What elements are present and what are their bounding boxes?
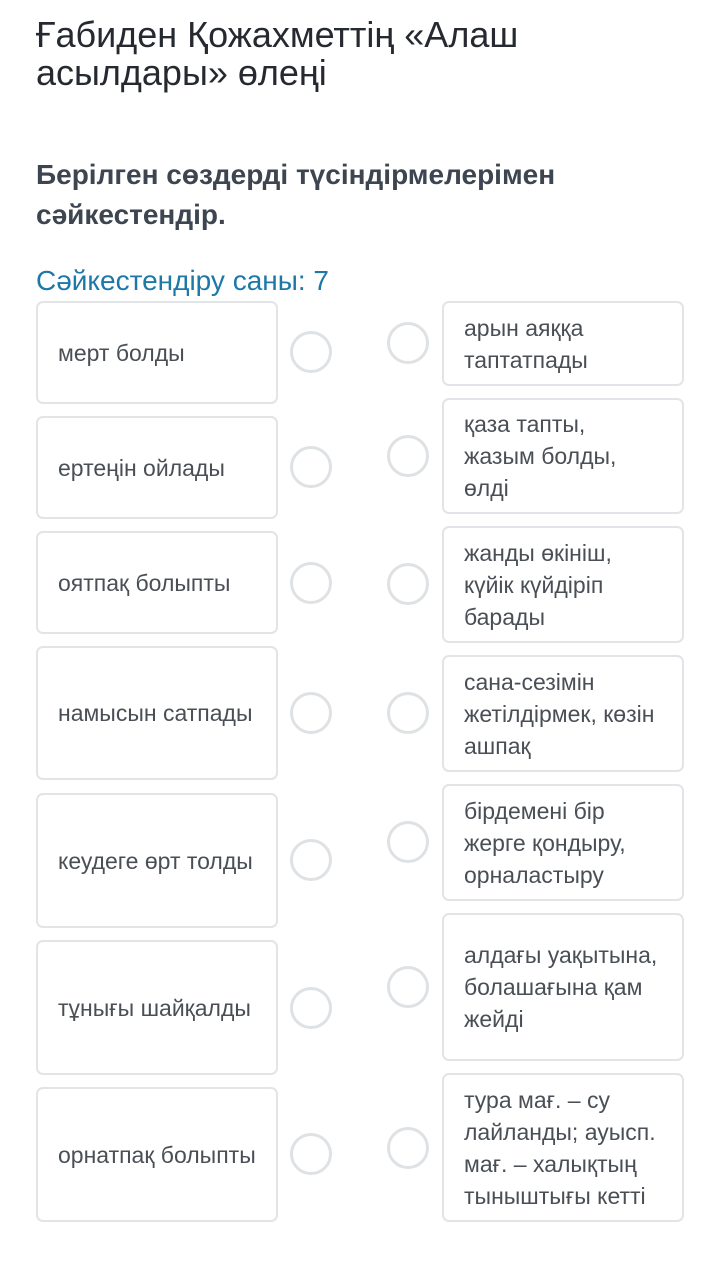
right-definition-label: алдағы уақытына, болашағына қам жейді bbox=[464, 942, 658, 1032]
right-connector-dot[interactable] bbox=[387, 563, 429, 605]
right-definition-label: арын аяққа таптатпады bbox=[464, 314, 588, 373]
left-term-label: тұнығы шайқалды bbox=[58, 994, 251, 1021]
right-definition-label: сана-сезімін жетілдірмек, көзін ашпақ bbox=[464, 668, 655, 759]
left-term-label: намысын сатпады bbox=[58, 700, 253, 726]
right-definition-label: қаза тапты, жазым болды, өлді bbox=[464, 411, 617, 501]
right-definition-label: бірдемені бір жерге қондыру, орналастыру bbox=[464, 797, 626, 888]
left-term-card[interactable] bbox=[36, 646, 278, 780]
left-term-card[interactable] bbox=[36, 416, 278, 519]
right-definition-card[interactable] bbox=[442, 398, 684, 514]
left-term-label: ертеңін ойлады bbox=[58, 454, 225, 481]
right-definition-label: жанды өкініш, күйік күйдіріп барады bbox=[464, 539, 612, 630]
right-connector-dot[interactable] bbox=[387, 821, 429, 863]
task-instruction: Берілген сөздерді түсіндірмелерімен сәйкестендір. bbox=[36, 159, 556, 230]
page-title: Ғабиден Қожахметтің «Алаш асылдары» өлеңі bbox=[36, 14, 519, 93]
right-connector-dot[interactable] bbox=[387, 966, 429, 1008]
right-definition-card[interactable] bbox=[442, 526, 684, 643]
right-connector-dot[interactable] bbox=[387, 322, 429, 364]
left-term-card[interactable] bbox=[36, 793, 278, 928]
left-term-card[interactable] bbox=[36, 301, 278, 404]
right-definition-card[interactable] bbox=[442, 1073, 684, 1222]
left-connector-dot[interactable] bbox=[290, 446, 332, 488]
left-term-label: орнатпақ болыпты bbox=[58, 1141, 256, 1168]
left-term-label: мерт болды bbox=[58, 339, 185, 366]
left-term-label: оятпақ болыпты bbox=[58, 569, 231, 596]
right-connector-dot[interactable] bbox=[387, 1127, 429, 1169]
left-term-card[interactable] bbox=[36, 1087, 278, 1222]
right-definition-card[interactable] bbox=[442, 784, 684, 901]
left-connector-dot[interactable] bbox=[290, 331, 332, 373]
left-connector-dot[interactable] bbox=[290, 987, 332, 1029]
right-definition-card[interactable] bbox=[442, 913, 684, 1061]
left-connector-dot[interactable] bbox=[290, 562, 332, 604]
right-connector-dot[interactable] bbox=[387, 435, 429, 477]
right-connector-dot[interactable] bbox=[387, 692, 429, 734]
left-term-label: кеудеге өрт толды bbox=[58, 847, 253, 874]
left-connector-dot[interactable] bbox=[290, 839, 332, 881]
right-definition-card[interactable] bbox=[442, 655, 684, 772]
left-connector-dot[interactable] bbox=[290, 1133, 332, 1175]
match-count-label: Сәйкестендіру саны: 7 bbox=[36, 265, 330, 296]
right-definition-card[interactable] bbox=[442, 301, 684, 386]
right-definition-label: тура мағ. – су лайланды; ауысп. мағ. – халықтың тыныштығы кетті bbox=[464, 1086, 656, 1209]
left-connector-dot[interactable] bbox=[290, 692, 332, 734]
left-term-card[interactable] bbox=[36, 531, 278, 634]
left-term-card[interactable] bbox=[36, 940, 278, 1075]
